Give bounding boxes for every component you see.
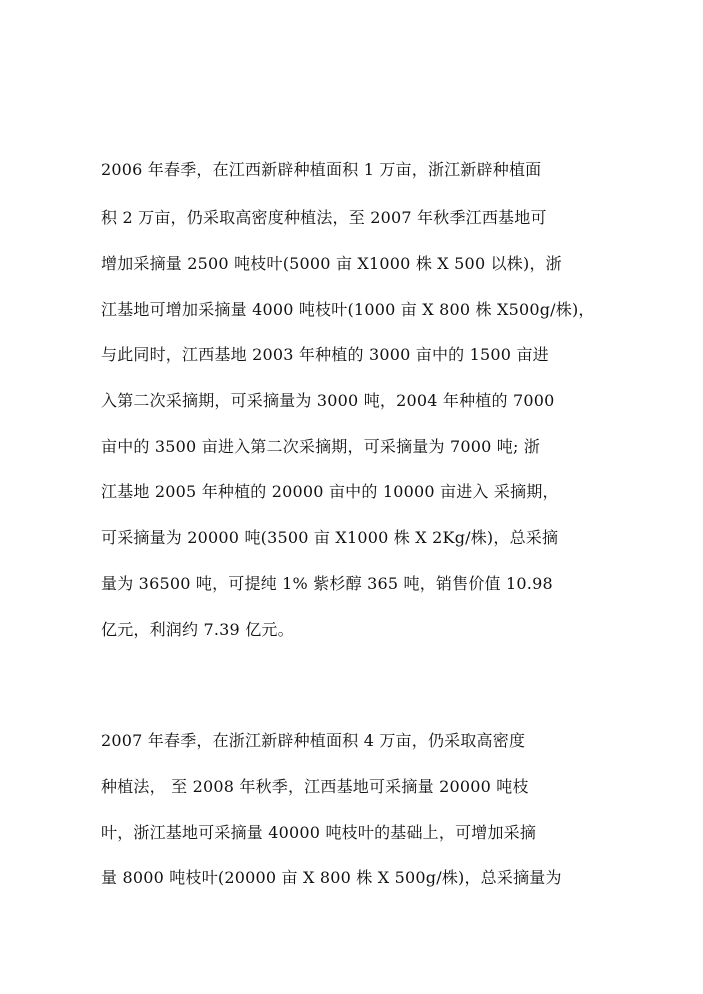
paragraph-1-line-3: 增加采摘量 2500 吨枝叶(5000 亩 X1000 株 X 500 以株)，浙 (101, 254, 562, 273)
paragraph-1-line-6: 入第二次采摘期，可采摘量为 3000 吨，2004 年种植的 7000 (101, 391, 555, 410)
paragraph-1-line-4: 江基地可增加采摘量 4000 吨枝叶(1000 亩 X 800 株 X500g/株)， (101, 300, 595, 319)
paragraph-1-line-8: 江基地 2005 年种植的 20000 亩中的 10000 亩进入 采摘期， (101, 482, 559, 501)
paragraph-2-line-2: 种植法， 至 2008 年秋季，江西基地可采摘量 20000 吨枝 (101, 777, 529, 796)
paragraph-1-line-9: 可采摘量为 20000 吨(3500 亩 X1000 株 X 2Kg/株)，总采摘 (101, 528, 559, 547)
paragraph-1-line-10: 量为 36500 吨，可提纯 1% 紫杉醇 365 吨，销售价值 10.98 (101, 574, 553, 593)
paragraph-2-line-4: 量 8000 吨枝叶(20000 亩 X 800 株 X 500g/株)，总采摘量为 (101, 868, 562, 887)
paragraph-1-line-7: 亩中的 3500 亩进入第二次采摘期，可采摘量为 7000 吨; 浙 (101, 437, 541, 456)
paragraph-1-line-11: 亿元，利润约 7.39 亿元。 (101, 620, 294, 639)
paragraph-1-line-1: 2006 年春季，在江西新辟种植面积 1 万亩，浙江新辟种植面 (101, 160, 542, 179)
paragraph-1-line-5: 与此同时，江西基地 2003 年种植的 3000 亩中的 1500 亩进 (101, 345, 549, 364)
paragraph-2-line-3: 叶，浙江基地可采摘量 40000 吨枝叶的基础上，可增加采摘 (101, 823, 537, 842)
paragraph-2-line-1: 2007 年春季，在浙江新辟种植面积 4 万亩，仍采取高密度 (101, 731, 526, 750)
paragraph-1-line-2: 积 2 万亩，仍采取高密度种植法，至 2007 年秋季江西基地可 (101, 208, 547, 227)
